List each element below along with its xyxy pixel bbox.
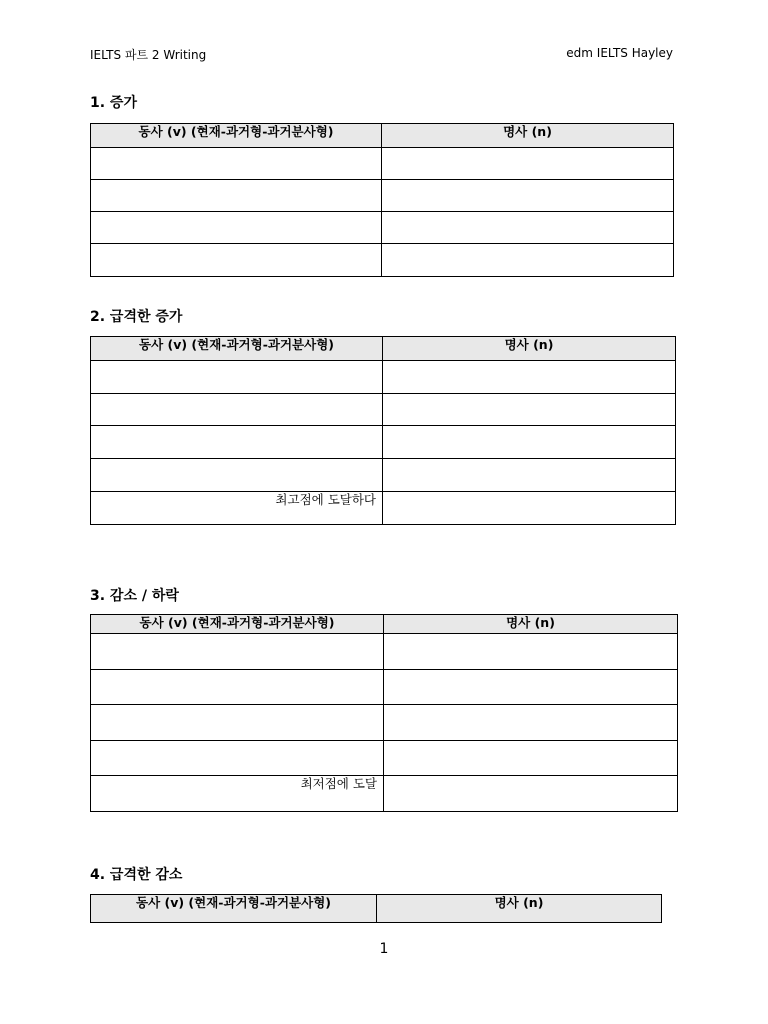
verb-cell — [91, 212, 382, 244]
noun-column-header: 명사 (n) — [383, 337, 676, 361]
noun-cell — [384, 705, 678, 741]
noun-cell — [383, 426, 676, 459]
vocab-table — [90, 894, 662, 923]
verb-cell — [91, 180, 382, 212]
noun-cell — [383, 361, 676, 394]
verb-cell — [91, 459, 383, 492]
noun-cell — [384, 634, 678, 670]
verb-cell — [91, 361, 383, 394]
noun-cell — [382, 212, 674, 244]
verb-column-header: 동사 (v) (현재-과거형-과거분사형) — [91, 337, 383, 361]
verb-cell — [91, 394, 383, 426]
vocab-table — [90, 614, 678, 812]
noun-cell — [384, 776, 678, 812]
verb-cell — [91, 670, 384, 705]
verb-column-header: 동사 (v) (현재-과거형-과거분사형) — [91, 124, 382, 148]
noun-cell — [382, 148, 674, 180]
verb-cell: 최고점에 도달하다 — [91, 492, 383, 525]
header-right: edm IELTS Hayley — [566, 46, 673, 60]
vocab-table — [90, 336, 676, 525]
section-title: 2. 급격한 증가 — [90, 309, 183, 325]
page-number: 1 — [379, 941, 389, 957]
noun-cell — [384, 670, 678, 705]
section-title: 4. 급격한 감소 — [90, 867, 183, 883]
noun-cell — [384, 741, 678, 776]
section-title: 1. 증가 — [90, 95, 137, 111]
verb-cell — [91, 741, 384, 776]
noun-cell — [383, 394, 676, 426]
verb-cell — [91, 148, 382, 180]
noun-cell — [382, 180, 674, 212]
verb-cell — [91, 244, 382, 277]
verb-cell — [91, 705, 384, 741]
noun-column-header: 명사 (n) — [377, 895, 662, 923]
noun-cell — [383, 492, 676, 525]
verb-column-header: 동사 (v) (현재-과거형-과거분사형) — [91, 895, 377, 923]
section-title: 3. 감소 / 하락 — [90, 588, 179, 604]
verb-cell: 최저점에 도달 — [91, 776, 384, 812]
noun-column-header: 명사 (n) — [382, 124, 674, 148]
verb-cell — [91, 634, 384, 670]
noun-column-header: 명사 (n) — [384, 615, 678, 634]
noun-cell — [382, 244, 674, 277]
verb-cell — [91, 426, 383, 459]
noun-cell — [383, 459, 676, 492]
header-left: IELTS 파트 2 Writing — [90, 48, 207, 62]
vocab-table — [90, 123, 674, 277]
verb-column-header: 동사 (v) (현재-과거형-과거분사형) — [91, 615, 384, 634]
